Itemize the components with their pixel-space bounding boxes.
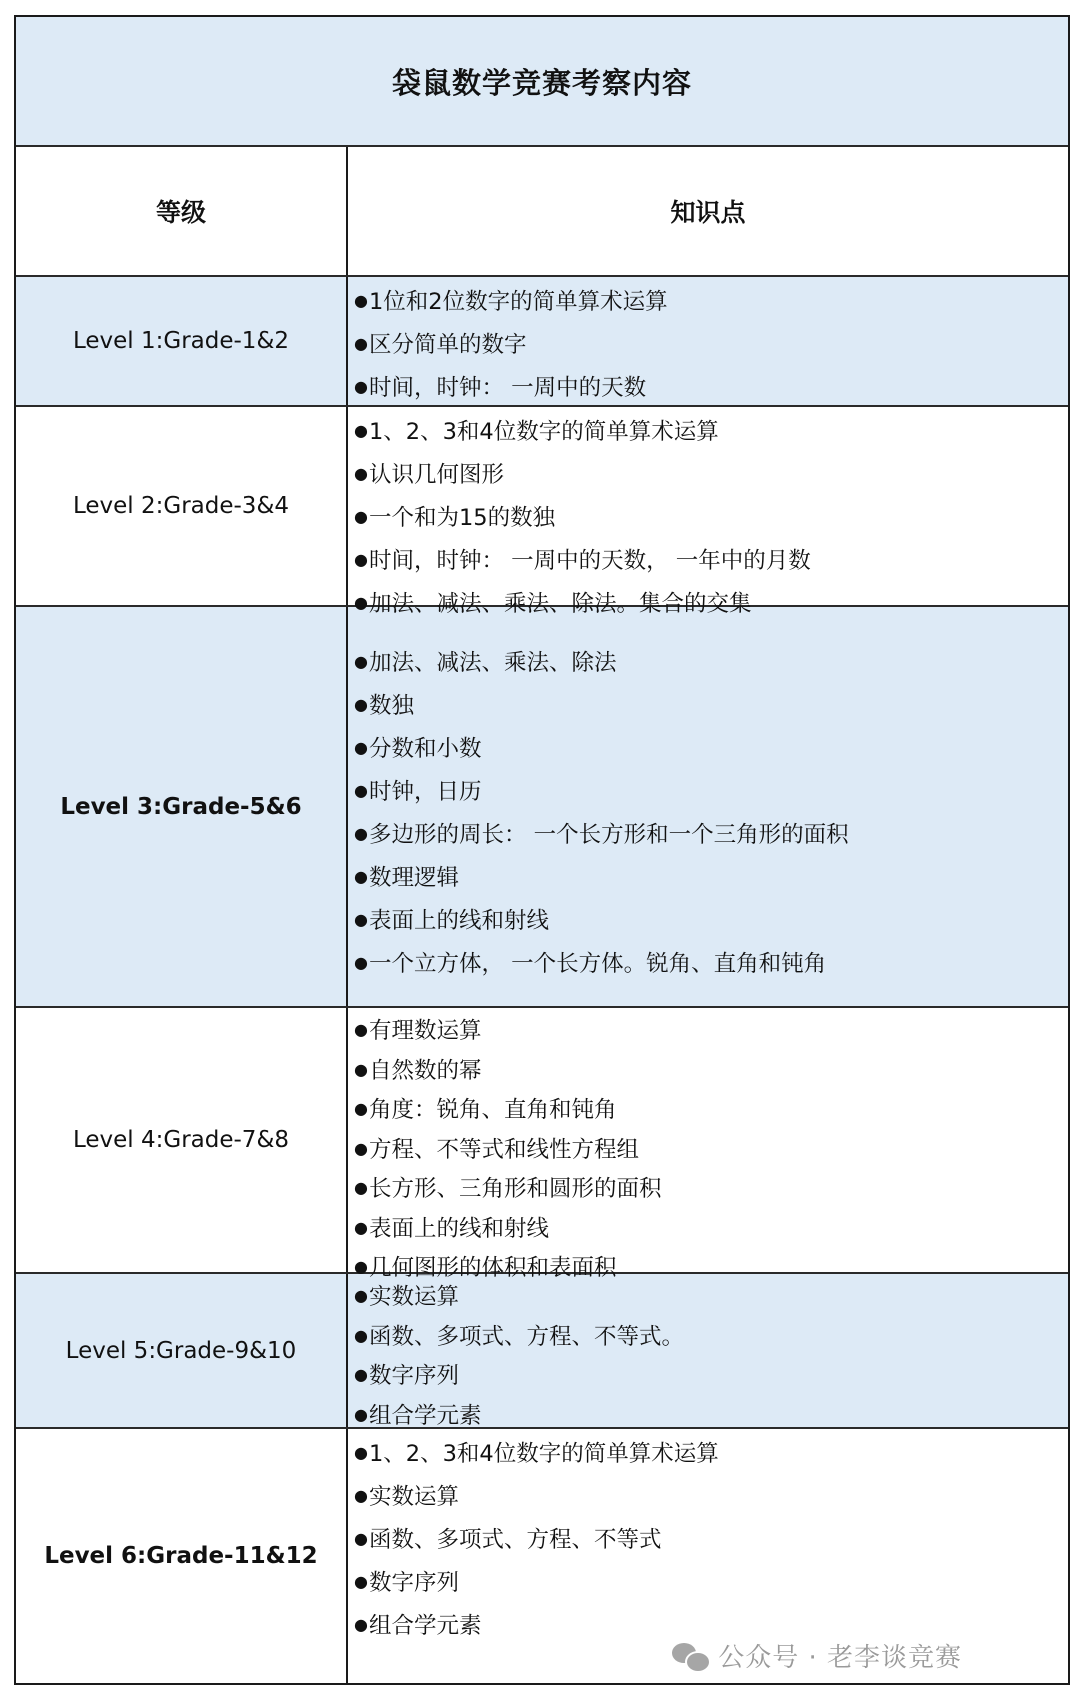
list-item: ●函数、多项式、方程、不等式 — [354, 1527, 662, 1553]
bullet-icon: ● — [354, 1325, 368, 1345]
list-item: ●区分简单的数字 — [354, 332, 527, 358]
wechat-icon — [672, 1641, 708, 1671]
knowledge-points — [348, 1008, 1068, 1281]
level-label: Level 6:Grade-11&12 — [16, 1429, 348, 1683]
header-points: 知识点 — [670, 198, 746, 227]
list-item: ●数字序列 — [354, 1570, 459, 1596]
list-item: ●多边形的周长： 一个长方形和一个三角形的面积 — [354, 822, 849, 848]
bullet-icon: ● — [354, 1059, 368, 1079]
list-item: ●1、2、3和4位数字的简单算术运算 — [354, 1441, 719, 1467]
list-item: ●方程、不等式和线性方程组 — [354, 1136, 639, 1163]
bullet-icon: ● — [354, 1138, 368, 1158]
bullet-icon: ● — [354, 1257, 368, 1276]
bullet-icon: ● — [354, 1404, 368, 1424]
bullet-icon: ● — [354, 421, 368, 440]
list-item: ●表面上的线和射线 — [354, 908, 549, 934]
list-item: ●组合学元素 — [354, 1402, 482, 1429]
list-item: ●函数、多项式、方程、不等式。 — [354, 1323, 684, 1350]
list-item: ●1位和2位数字的简单算术运算 — [354, 289, 668, 315]
list-item: ●数字序列 — [354, 1363, 459, 1389]
list-item: ●实数运算 — [354, 1484, 459, 1510]
header-level: 等级 — [16, 147, 348, 275]
bullet-icon: ● — [354, 1178, 368, 1197]
list-item: ●实数运算 — [354, 1284, 459, 1310]
list-item: ●长方形、三角形和圆形的面积 — [354, 1176, 662, 1202]
table-row-level-3 — [16, 607, 1068, 1008]
bullet-icon: ● — [354, 652, 368, 671]
watermark-text: 公众号 · 老李谈竞赛 — [718, 1643, 962, 1673]
list-item: ●自然数的幂 — [354, 1057, 482, 1084]
bullet-icon: ● — [354, 1286, 368, 1305]
bullet-icon: ● — [354, 1615, 368, 1634]
knowledge-points — [348, 607, 1068, 1006]
list-item: ●数理逻辑 — [354, 865, 459, 891]
knowledge-points — [348, 407, 1068, 617]
list-item: ●1、2、3和4位数字的简单算术运算 — [354, 419, 719, 445]
list-item: ●时间，时钟： 一周中的天数， 一年中的月数 — [354, 548, 811, 574]
bullet-icon: ● — [354, 695, 368, 714]
list-item: ●组合学元素 — [354, 1613, 482, 1639]
bullet-icon: ● — [354, 867, 368, 886]
list-item: ●角度：锐角、直角和钝角 — [354, 1097, 617, 1123]
level-label: Level 5:Grade-9&10 — [16, 1274, 348, 1427]
bullet-icon: ● — [354, 291, 368, 310]
list-item: ●加法、减法、乘法、除法。集合的交集 — [354, 591, 752, 617]
bullet-icon: ● — [354, 910, 368, 929]
bullet-icon: ● — [354, 1020, 368, 1039]
bullet-icon: ● — [354, 1486, 368, 1505]
table-row-level-5 — [16, 1274, 1068, 1429]
bullet-icon: ● — [354, 1365, 368, 1384]
bullet-icon: ● — [354, 377, 368, 396]
bullet-icon: ● — [354, 1443, 368, 1462]
bullet-icon: ● — [354, 824, 368, 843]
knowledge-points — [348, 1274, 1068, 1427]
bullet-icon: ● — [354, 1529, 368, 1548]
level-label: Level 4:Grade-7&8 — [16, 1008, 348, 1272]
bullet-icon: ● — [354, 738, 368, 757]
table-title: 袋鼠数学竞赛考察内容 — [391, 65, 692, 100]
list-item: ●加法、减法、乘法、除法 — [354, 650, 617, 676]
table-row-level-2 — [16, 407, 1068, 617]
bullet-icon: ● — [354, 1099, 368, 1118]
table-title-row — [16, 17, 1068, 147]
list-item: ●表面上的线和射线 — [354, 1215, 549, 1242]
list-item: ●有理数运算 — [354, 1018, 482, 1044]
level-label: Level 1:Grade-1&2 — [16, 277, 348, 405]
list-item: ●数独 — [354, 693, 414, 719]
kangaroo-math-content-table — [14, 15, 1070, 1685]
level-label: Level 3:Grade-5&6 — [16, 607, 348, 1006]
bullet-icon: ● — [354, 953, 368, 972]
bullet-icon: ● — [354, 1572, 368, 1591]
bullet-icon: ● — [354, 1217, 368, 1237]
list-item: ●一个和为15的数独 — [354, 505, 556, 531]
bullet-icon: ● — [354, 550, 368, 569]
list-item: ●时间，时钟： 一周中的天数 — [354, 375, 647, 401]
list-item: ●几何图形的体积和表面积 — [354, 1255, 617, 1281]
bullet-icon: ● — [354, 593, 368, 612]
table-row-level-1 — [16, 277, 1068, 407]
watermark — [672, 1637, 962, 1674]
bullet-icon: ● — [354, 464, 368, 483]
table-header-row — [16, 147, 1068, 277]
knowledge-points — [348, 277, 1068, 405]
bullet-icon: ● — [354, 334, 368, 353]
table-row-level-4 — [16, 1008, 1068, 1281]
list-item: ●分数和小数 — [354, 736, 482, 762]
bullet-icon: ● — [354, 507, 368, 526]
bullet-icon: ● — [354, 781, 368, 800]
list-item: ●认识几何图形 — [354, 462, 504, 488]
list-item: ●一个立方体， 一个长方体。锐角、直角和钝角 — [354, 951, 827, 977]
level-label: Level 2:Grade-3&4 — [16, 407, 348, 605]
list-item: ●时钟，日历 — [354, 779, 482, 805]
